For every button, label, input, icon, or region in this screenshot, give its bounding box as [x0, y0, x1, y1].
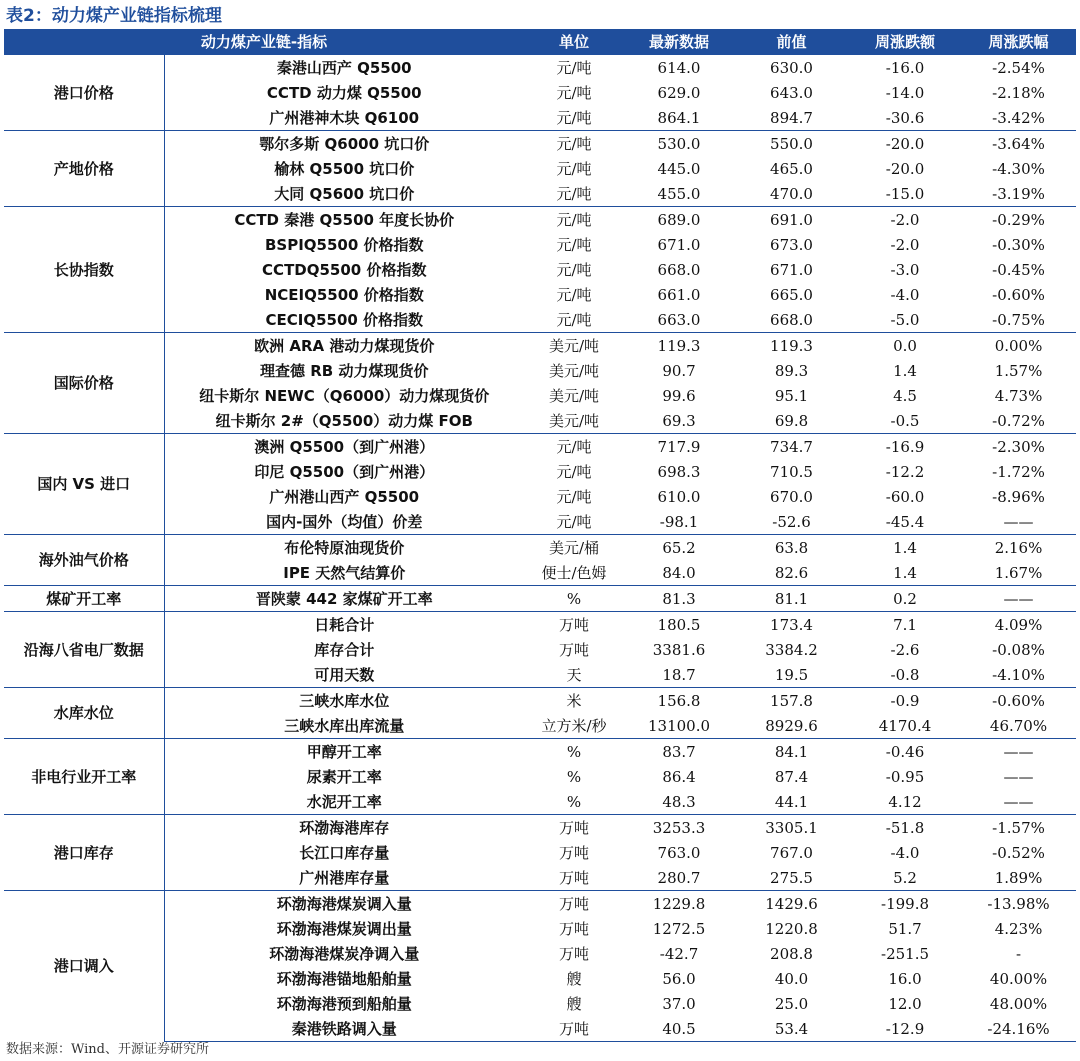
latest-value-cell: 1272.5 [652, 919, 706, 938]
previous-value-cell: 208.8 [770, 944, 813, 963]
table-row [4, 55, 1076, 81]
unit-cell: 万吨 [559, 844, 590, 862]
weekly-pct-cell: 0.00% [961, 333, 1076, 359]
previous-value-cell: 3384.2 [765, 640, 818, 659]
header-indicator: 动力煤产业链-指标 [4, 29, 524, 55]
table-row [4, 612, 1076, 638]
unit-cell: 元/吨 [524, 207, 624, 233]
weekly-change-cell: -0.46 [849, 739, 961, 765]
indicator-cell: 环渤海港煤炭调出量 [164, 916, 524, 941]
latest-value-cell: 48.3 [662, 792, 696, 811]
weekly-pct-cell: -1.57% [961, 815, 1076, 841]
weekly-pct-cell: —— [1003, 512, 1034, 531]
weekly-pct-cell: -0.60% [961, 688, 1076, 714]
previous-value-cell: 84.1 [734, 739, 849, 765]
latest-value-cell: 445.0 [657, 159, 701, 178]
weekly-pct-cell: 2.16% [961, 535, 1076, 561]
weekly-pct-cell: —— [1003, 792, 1034, 811]
table-row [4, 105, 1076, 131]
unit-cell: 万吨 [559, 641, 590, 659]
previous-value-cell: 465.0 [770, 159, 813, 178]
unit-cell: 美元/吨 [524, 333, 624, 359]
indicator-cell: 布伦特原油现货价 [164, 535, 524, 561]
unit-cell: 元/吨 [556, 488, 592, 506]
table-row [4, 991, 1076, 1016]
header-weekly-change: 周涨跌额 [849, 29, 961, 55]
indicator-cell: 环渤海港预到船舶量 [164, 991, 524, 1016]
weekly-change-cell: -60.0 [885, 487, 925, 506]
previous-value-cell: 69.8 [774, 411, 809, 430]
unit-cell: 米 [524, 688, 624, 714]
previous-value-cell: 630.0 [734, 55, 849, 81]
unit-cell: 元/吨 [556, 109, 592, 127]
indicator-cell: 秦港铁路调入量 [164, 1016, 524, 1042]
previous-value-cell: 81.1 [734, 586, 849, 612]
category-cell: 港口价格 [4, 55, 164, 131]
weekly-pct-cell: -24.16% [961, 1016, 1076, 1042]
table-row [4, 840, 1076, 865]
weekly-pct-cell: -0.08% [992, 640, 1045, 659]
unit-cell: 元/吨 [556, 513, 592, 531]
indicator-cell: 环渤海港库存 [164, 815, 524, 841]
latest-value-cell: 3253.3 [624, 815, 734, 841]
weekly-change-cell: -16.9 [849, 434, 961, 460]
weekly-change-cell: -2.0 [890, 235, 920, 254]
indicator-cell: 国内-国外（均值）价差 [164, 509, 524, 535]
previous-value-cell: 173.4 [734, 612, 849, 638]
header-prev: 前值 [734, 29, 849, 55]
latest-value-cell: 671.0 [657, 235, 701, 254]
previous-value-cell: 53.4 [734, 1016, 849, 1042]
indicator-cell: 澳洲 Q5500（到广州港） [164, 434, 524, 460]
weekly-change-cell: 0.0 [849, 333, 961, 359]
indicator-cell: 水泥开工率 [164, 789, 524, 815]
weekly-pct-cell: -0.60% [992, 285, 1045, 304]
unit-cell: 元/吨 [556, 311, 592, 329]
weekly-change-cell: 4170.4 [878, 716, 932, 735]
category-cell: 煤矿开工率 [4, 586, 164, 612]
previous-value-cell: 157.8 [734, 688, 849, 714]
unit-cell: 美元/吨 [548, 412, 600, 430]
weekly-change-cell: -12.9 [849, 1016, 961, 1042]
unit-cell: 元/吨 [556, 286, 592, 304]
table-row [4, 333, 1076, 359]
weekly-change-cell: -15.0 [885, 184, 925, 203]
weekly-pct-cell: 1.67% [994, 563, 1043, 582]
table-row [4, 865, 1076, 891]
weekly-pct-cell: -0.75% [992, 310, 1045, 329]
weekly-change-cell: -14.0 [885, 83, 925, 102]
header-weekly-pct: 周涨跌幅 [961, 29, 1076, 55]
indicator-cell: 广州港山西产 Q5500 [164, 484, 524, 509]
table-row [4, 713, 1076, 739]
weekly-pct-cell: -0.52% [992, 843, 1045, 862]
table-row [4, 815, 1076, 841]
unit-cell: % [566, 792, 582, 811]
weekly-pct-cell: 46.70% [989, 716, 1048, 735]
category-cell: 产地价格 [4, 131, 164, 207]
previous-value-cell: 95.1 [774, 386, 809, 405]
unit-cell: 万吨 [559, 869, 590, 887]
weekly-change-cell: 4.12 [888, 792, 922, 811]
weekly-change-cell: 1.4 [849, 535, 961, 561]
weekly-change-cell: -0.8 [890, 665, 920, 684]
header-row [4, 29, 1076, 55]
table-row [4, 232, 1076, 257]
indicator-cell: BSPIQ5500 价格指数 [164, 232, 524, 257]
category-cell: 国内 VS 进口 [4, 434, 164, 535]
indicator-cell: 长江口库存量 [164, 840, 524, 865]
weekly-change-cell: 1.4 [893, 563, 917, 582]
weekly-pct-cell: -2.30% [961, 434, 1076, 460]
unit-cell: 便士/色姆 [541, 564, 607, 582]
weekly-change-cell: -251.5 [881, 944, 930, 963]
indicator-cell: 鄂尔多斯 Q6000 坑口价 [164, 131, 524, 157]
table-row [4, 966, 1076, 991]
latest-value-cell: 84.0 [662, 563, 696, 582]
unit-cell: 元/吨 [556, 84, 592, 102]
unit-cell: 元/吨 [556, 261, 592, 279]
latest-value-cell: 763.0 [657, 843, 701, 862]
category-cell: 港口库存 [4, 815, 164, 891]
weekly-change-cell: -4.0 [890, 843, 920, 862]
weekly-change-cell: -45.4 [885, 512, 925, 531]
weekly-pct-cell: -8.96% [992, 487, 1045, 506]
indicator-cell: 库存合计 [164, 637, 524, 662]
indicator-cell: 三峡水库水位 [164, 688, 524, 714]
indicator-cell: 环渤海港煤炭净调入量 [164, 941, 524, 966]
previous-value-cell: 691.0 [734, 207, 849, 233]
indicator-cell: 环渤海港煤炭调入量 [164, 891, 524, 917]
table-row [4, 586, 1076, 612]
latest-value-cell: 629.0 [657, 83, 701, 102]
weekly-change-cell: -51.8 [849, 815, 961, 841]
weekly-pct-cell: 4.09% [961, 612, 1076, 638]
previous-value-cell: 44.1 [774, 792, 809, 811]
indicator-cell: 环渤海港锚地船舶量 [164, 966, 524, 991]
previous-value-cell: 710.5 [770, 462, 813, 481]
unit-cell: % [524, 586, 624, 612]
indicator-cell: IPE 天然气结算价 [164, 560, 524, 586]
table-row [4, 307, 1076, 333]
weekly-pct-cell: —— [1003, 767, 1034, 786]
table-row [4, 662, 1076, 688]
weekly-change-cell: -16.0 [849, 55, 961, 81]
unit-cell: 美元/桶 [524, 535, 624, 561]
weekly-change-cell: -0.95 [885, 767, 925, 786]
indicator-cell: 榆林 Q5500 坑口价 [164, 156, 524, 181]
weekly-pct-cell: 1.57% [994, 361, 1043, 380]
latest-value-cell: 37.0 [662, 994, 696, 1013]
weekly-pct-cell: —— [961, 739, 1076, 765]
table-row [4, 509, 1076, 535]
latest-value-cell: 280.7 [657, 868, 701, 887]
weekly-change-cell: 0.2 [849, 586, 961, 612]
table-row [4, 891, 1076, 917]
unit-cell: 元/吨 [556, 463, 592, 481]
unit-cell: 万吨 [559, 920, 590, 938]
latest-value-cell: 81.3 [624, 586, 734, 612]
indicator-cell: 印尼 Q5500（到广州港） [164, 459, 524, 484]
latest-value-cell: 698.3 [657, 462, 701, 481]
unit-cell: 元/吨 [524, 55, 624, 81]
weekly-pct-cell: -3.42% [992, 108, 1045, 127]
latest-value-cell: 180.5 [624, 612, 734, 638]
indicator-cell: 理查德 RB 动力煤现货价 [164, 358, 524, 383]
previous-value-cell: 673.0 [770, 235, 813, 254]
weekly-pct-cell: -0.30% [992, 235, 1045, 254]
latest-value-cell: 13100.0 [648, 716, 711, 735]
indicator-cell: 尿素开工率 [164, 764, 524, 789]
table-row [4, 484, 1076, 509]
weekly-pct-cell: -2.54% [961, 55, 1076, 81]
previous-value-cell: 643.0 [770, 83, 813, 102]
previous-value-cell: -52.6 [772, 512, 811, 531]
previous-value-cell: 767.0 [770, 843, 813, 862]
latest-value-cell: 69.3 [662, 411, 696, 430]
indicator-cell: 日耗合计 [164, 612, 524, 638]
unit-cell: 立方米/秒 [541, 717, 607, 735]
latest-value-cell: 119.3 [624, 333, 734, 359]
weekly-change-cell: -2.6 [890, 640, 920, 659]
header-latest: 最新数据 [624, 29, 734, 55]
indicator-cell: 秦港山西产 Q5500 [164, 55, 524, 81]
category-cell: 长协指数 [4, 207, 164, 333]
latest-value-cell: 455.0 [657, 184, 701, 203]
previous-value-cell: 8929.6 [765, 716, 818, 735]
latest-value-cell: 689.0 [624, 207, 734, 233]
weekly-pct-cell: -1.72% [992, 462, 1045, 481]
weekly-pct-cell: -0.72% [992, 411, 1045, 430]
indicator-cell: NCEIQ5500 价格指数 [164, 282, 524, 307]
data-source-note: 数据来源：Wind、开源证券研究所 [6, 1042, 209, 1057]
indicator-cell: 纽卡斯尔 2#（Q5500）动力煤 FOB [164, 408, 524, 434]
weekly-change-cell: -20.0 [849, 131, 961, 157]
previous-value-cell: 470.0 [770, 184, 813, 203]
table-row [4, 560, 1076, 586]
previous-value-cell: 734.7 [734, 434, 849, 460]
indicator-cell: CECIQ5500 价格指数 [164, 307, 524, 333]
weekly-change-cell: -3.0 [890, 260, 920, 279]
weekly-change-cell: -2.0 [849, 207, 961, 233]
latest-value-cell: 668.0 [657, 260, 701, 279]
latest-value-cell: 3381.6 [652, 640, 706, 659]
table-row [4, 80, 1076, 105]
table-row [4, 535, 1076, 561]
weekly-pct-cell: -3.19% [992, 184, 1045, 203]
indicator-cell: 三峡水库出库流量 [164, 713, 524, 739]
indicator-cell: CCTD 动力煤 Q5500 [164, 80, 524, 105]
unit-cell: 万吨 [524, 815, 624, 841]
table-row [4, 637, 1076, 662]
table-row [4, 916, 1076, 941]
unit-cell: 天 [566, 666, 582, 684]
unit-cell: 元/吨 [556, 185, 592, 203]
weekly-change-cell: -0.9 [849, 688, 961, 714]
indicator-cell: 广州港神木块 Q6100 [164, 105, 524, 131]
table-row [4, 181, 1076, 207]
indicator-cell: CCTD 秦港 Q5500 年度长协价 [164, 207, 524, 233]
weekly-pct-cell: 4.73% [994, 386, 1043, 405]
coal-indicator-table [4, 29, 1076, 1042]
previous-value-cell: 671.0 [770, 260, 813, 279]
unit-cell: 万吨 [524, 891, 624, 917]
table-row [4, 156, 1076, 181]
unit-cell: 万吨 [559, 945, 590, 963]
table-row [4, 789, 1076, 815]
table-row [4, 207, 1076, 233]
weekly-pct-cell: -4.30% [992, 159, 1045, 178]
latest-value-cell: -42.7 [659, 944, 699, 963]
latest-value-cell: 18.7 [662, 665, 696, 684]
weekly-change-cell: 16.0 [888, 969, 922, 988]
table-row [4, 282, 1076, 307]
weekly-pct-cell: -13.98% [961, 891, 1076, 917]
indicator-cell: CCTDQ5500 价格指数 [164, 257, 524, 282]
previous-value-cell: 275.5 [770, 868, 813, 887]
weekly-change-cell: -12.2 [885, 462, 925, 481]
category-cell: 沿海八省电厂数据 [4, 612, 164, 688]
previous-value-cell: 119.3 [734, 333, 849, 359]
table-row [4, 1016, 1076, 1042]
table-row [4, 434, 1076, 460]
weekly-change-cell: 4.5 [893, 386, 917, 405]
latest-value-cell: 661.0 [657, 285, 701, 304]
previous-value-cell: 40.0 [774, 969, 809, 988]
weekly-pct-cell: -4.10% [992, 665, 1045, 684]
weekly-change-cell: -4.0 [890, 285, 920, 304]
latest-value-cell: 65.2 [624, 535, 734, 561]
previous-value-cell: 82.6 [774, 563, 809, 582]
indicator-cell: 可用天数 [164, 662, 524, 688]
weekly-change-cell: -30.6 [885, 108, 925, 127]
table-title: 表2：动力煤产业链指标梳理 [6, 6, 222, 26]
category-cell: 非电行业开工率 [4, 739, 164, 815]
weekly-change-cell: 7.1 [849, 612, 961, 638]
table-row [4, 941, 1076, 966]
category-cell: 国际价格 [4, 333, 164, 434]
table-row [4, 131, 1076, 157]
previous-value-cell: 63.8 [734, 535, 849, 561]
previous-value-cell: 25.0 [774, 994, 809, 1013]
table-row [4, 688, 1076, 714]
indicator-cell: 纽卡斯尔 NEWC（Q6000）动力煤现货价 [164, 383, 524, 408]
unit-cell: 艘 [566, 995, 582, 1013]
table-row [4, 459, 1076, 484]
previous-value-cell: 3305.1 [734, 815, 849, 841]
latest-value-cell: 614.0 [624, 55, 734, 81]
category-cell: 港口调入 [4, 891, 164, 1042]
unit-cell: 美元/吨 [548, 362, 600, 380]
header-unit: 单位 [524, 29, 624, 55]
latest-value-cell: 90.7 [662, 361, 696, 380]
unit-cell: 元/吨 [556, 160, 592, 178]
table-row [4, 358, 1076, 383]
weekly-pct-cell: -3.64% [961, 131, 1076, 157]
latest-value-cell: 663.0 [657, 310, 701, 329]
latest-value-cell: 717.9 [624, 434, 734, 460]
unit-cell: 万吨 [524, 612, 624, 638]
previous-value-cell: 1429.6 [734, 891, 849, 917]
table-row [4, 408, 1076, 434]
weekly-change-cell: 12.0 [888, 994, 922, 1013]
previous-value-cell: 87.4 [774, 767, 809, 786]
weekly-pct-cell: 4.23% [994, 919, 1043, 938]
weekly-pct-cell: 48.00% [989, 994, 1048, 1013]
latest-value-cell: 40.5 [624, 1016, 734, 1042]
latest-value-cell: 156.8 [624, 688, 734, 714]
table-row [4, 257, 1076, 282]
weekly-pct-cell: 1.89% [994, 868, 1043, 887]
unit-cell: 万吨 [524, 1016, 624, 1042]
table-row [4, 764, 1076, 789]
previous-value-cell: 894.7 [770, 108, 813, 127]
previous-value-cell: 668.0 [770, 310, 813, 329]
category-cell: 海外油气价格 [4, 535, 164, 586]
unit-cell: 元/吨 [524, 131, 624, 157]
indicator-cell: 甲醇开工率 [164, 739, 524, 765]
latest-value-cell: 530.0 [624, 131, 734, 157]
table-row [4, 383, 1076, 408]
unit-cell: % [524, 739, 624, 765]
weekly-change-cell: 1.4 [893, 361, 917, 380]
latest-value-cell: 610.0 [657, 487, 701, 506]
unit-cell: % [566, 767, 582, 786]
unit-cell: 美元/吨 [548, 387, 600, 405]
weekly-change-cell: -5.0 [890, 310, 920, 329]
unit-cell: 艘 [566, 970, 582, 988]
latest-value-cell: 86.4 [662, 767, 696, 786]
latest-value-cell: 56.0 [662, 969, 696, 988]
previous-value-cell: 1220.8 [765, 919, 818, 938]
weekly-pct-cell: -2.18% [992, 83, 1045, 102]
indicator-cell: 晋陕蒙 442 家煤矿开工率 [164, 586, 524, 612]
previous-value-cell: 670.0 [770, 487, 813, 506]
latest-value-cell: 83.7 [624, 739, 734, 765]
indicator-cell: 广州港库存量 [164, 865, 524, 891]
unit-cell: 元/吨 [556, 236, 592, 254]
weekly-pct-cell: 40.00% [989, 969, 1048, 988]
weekly-pct-cell: - [1015, 944, 1022, 963]
previous-value-cell: 19.5 [774, 665, 809, 684]
unit-cell: 元/吨 [524, 434, 624, 460]
weekly-change-cell: -20.0 [885, 159, 925, 178]
table-row [4, 739, 1076, 765]
weekly-change-cell: 5.2 [893, 868, 917, 887]
weekly-change-cell: 51.7 [888, 919, 922, 938]
previous-value-cell: 665.0 [770, 285, 813, 304]
previous-value-cell: 550.0 [734, 131, 849, 157]
weekly-pct-cell: -0.29% [961, 207, 1076, 233]
weekly-pct-cell: —— [961, 586, 1076, 612]
weekly-pct-cell: -0.45% [992, 260, 1045, 279]
latest-value-cell: 99.6 [662, 386, 696, 405]
table-body [4, 55, 1076, 1042]
weekly-change-cell: -0.5 [890, 411, 920, 430]
latest-value-cell: 1229.8 [624, 891, 734, 917]
category-cell: 水库水位 [4, 688, 164, 739]
latest-value-cell: -98.1 [659, 512, 699, 531]
weekly-change-cell: -199.8 [849, 891, 961, 917]
previous-value-cell: 89.3 [774, 361, 809, 380]
indicator-cell: 大同 Q5600 坑口价 [164, 181, 524, 207]
indicator-cell: 欧洲 ARA 港动力煤现货价 [164, 333, 524, 359]
latest-value-cell: 864.1 [657, 108, 701, 127]
